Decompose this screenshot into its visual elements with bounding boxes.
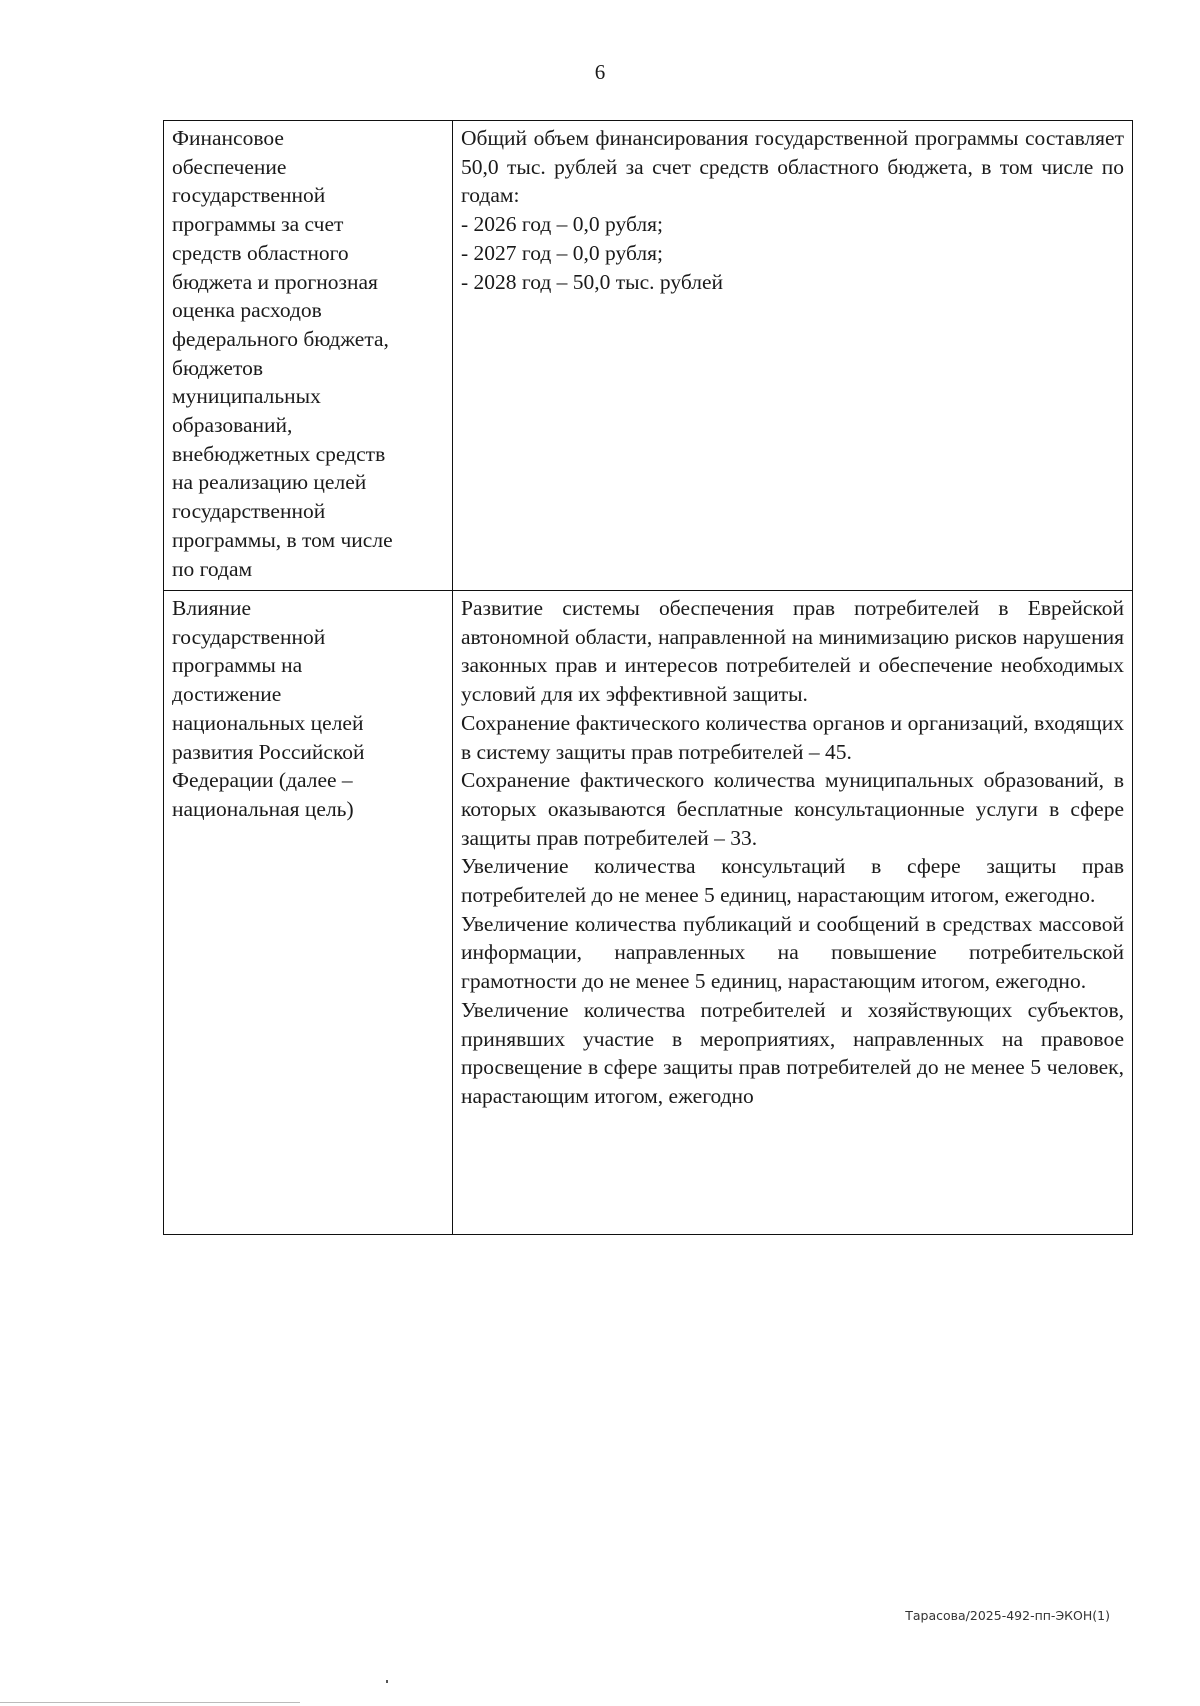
label-line: национальная цель) [172, 796, 354, 821]
goal-paragraph-consultations: Увеличение количества консультаций в сфере защиты прав потребителей до не менее 5 единиц, нарастающим итогом, ежегодно. [461, 854, 1124, 908]
national-goals-label-cell [164, 591, 453, 1235]
label-line: программы, в том числе [172, 527, 393, 552]
document-code: Тарасова/2025-492-пп-ЭКОН(1) [905, 1608, 1110, 1623]
financing-year-2027: - 2027 год – 0,0 рубля; [461, 240, 663, 265]
financing-label-cell [164, 121, 453, 591]
scan-speck [386, 1680, 388, 1683]
label-line: программы на [172, 653, 303, 678]
label-line: развития Российской [172, 739, 365, 764]
label-line: национальных целей [172, 710, 364, 735]
goal-paragraph-organizations: Сохранение фактического количества органов и организаций, входящих в систему защиты прав потребителей – 45. [461, 710, 1124, 764]
financing-intro: Общий объем финансирования государственной программы составляет 50,0 тыс. рублей за счет средств областного бюджета, в том числе по годам: [461, 126, 1124, 208]
goal-paragraph-municipalities: Сохранение фактического количества муниципальных образований, в которых оказываются бесплатные консультационные услуги в сфере защиты прав потребителей – 33. [461, 768, 1124, 850]
financing-label [172, 124, 444, 583]
label-line: Влияние [172, 596, 252, 620]
national-goals-value-cell [453, 591, 1133, 1235]
goal-paragraph-publications: Увеличение количества публикаций и сообщений в средствах массовой информации, направленных на повышение потребительской грамотности до не менее 5 единиц, нарастающим итогом, ежегодно. [461, 911, 1124, 994]
label-line: обеспечение [172, 154, 287, 179]
label-line: бюджета и прогнозная [172, 269, 378, 294]
national-goals-label [172, 594, 444, 824]
passport-table [163, 120, 1133, 1235]
label-line: внебюджетных средств [172, 441, 386, 466]
label-line: оценка расходов [172, 298, 322, 323]
page-number: 6 [594, 60, 606, 84]
goal-paragraph-participants: Увеличение количества потребителей и хозяйствующих субъектов, принявших участие в мероприятиях, направленных на правовое просвещение в сфере защиты прав потребителей до не менее 5 человек, нарастающим итогом, ежегодно [461, 997, 1124, 1108]
label-line: бюджетов [172, 355, 263, 380]
label-line: Федерации (далее – [172, 768, 353, 793]
label-line: средств областного [172, 240, 349, 265]
table-row-financing [164, 121, 1133, 591]
label-line: государственной [172, 499, 326, 524]
financing-value-cell [453, 121, 1133, 591]
label-line: на реализацию целей [172, 470, 367, 495]
label-line: государственной [172, 183, 326, 208]
scan-edge-line [0, 1702, 300, 1703]
financing-year-2028: - 2028 год – 50,0 тыс. рублей [461, 269, 724, 294]
label-line: программы за счет [172, 212, 344, 237]
label-line: государственной [172, 624, 326, 649]
label-line: федерального бюджета, [172, 326, 389, 351]
label-line: Финансовое [172, 126, 284, 150]
label-line: муниципальных [172, 384, 321, 409]
financing-year-2026: - 2026 год – 0,0 рубля; [461, 212, 663, 237]
label-line: образований, [172, 413, 293, 438]
label-line: достижение [172, 682, 282, 707]
table-row-national-goals [164, 591, 1133, 1235]
label-line: по годам [172, 556, 253, 581]
goal-paragraph-development: Развитие системы обеспечения прав потребителей в Еврейской автономной области, направленной на минимизацию рисков нарушения законных прав и интересов потребителей и обеспечение необходимых условий для их эффективной защиты. [461, 596, 1124, 707]
